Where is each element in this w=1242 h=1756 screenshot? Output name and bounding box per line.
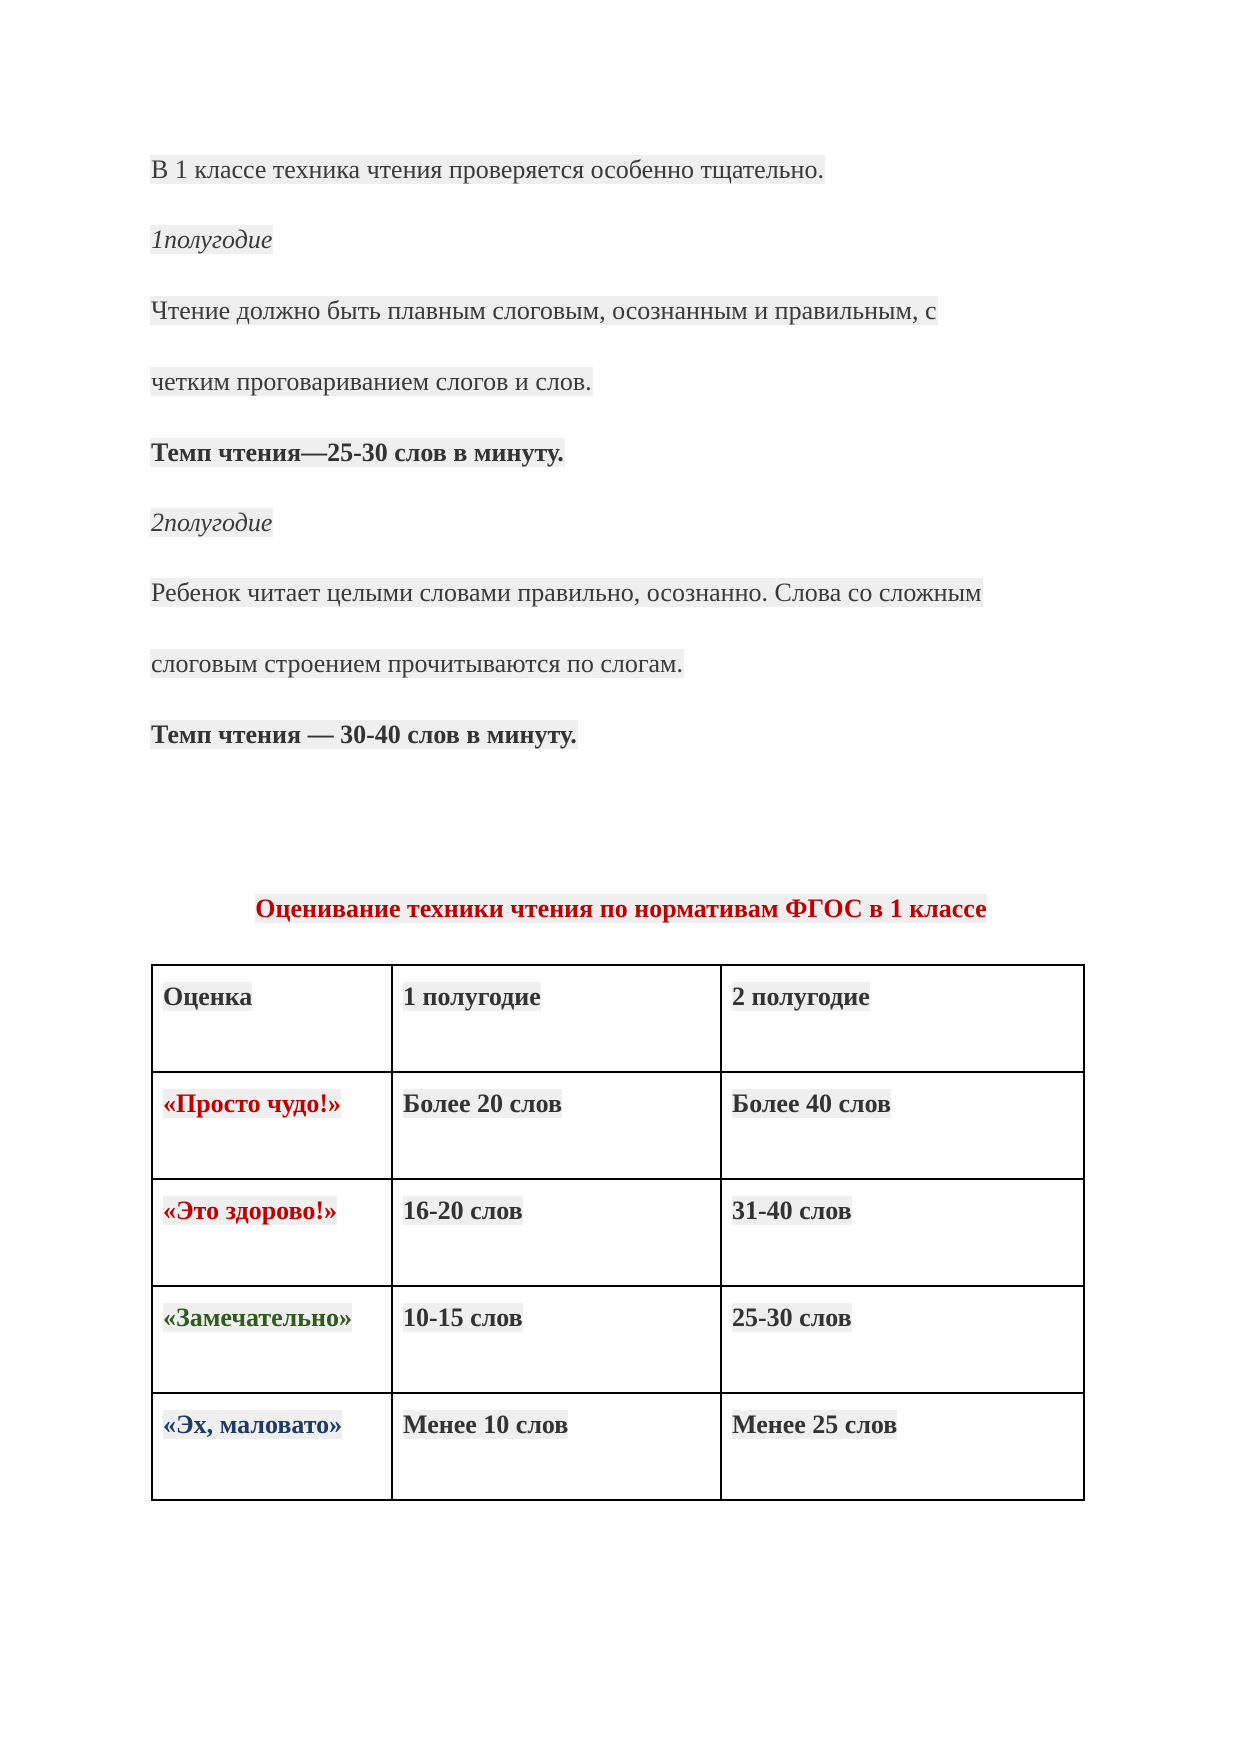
half1-tempo-text: Темп чтения—25-30 слов в минуту. <box>151 438 564 467</box>
half2-tempo-text: Темп чтения — 30-40 слов в минуту. <box>151 720 577 749</box>
half1-cell <box>392 1179 721 1286</box>
half1-heading <box>150 223 273 257</box>
header-cell-grade <box>152 965 392 1072</box>
intro-paragraph <box>150 153 825 187</box>
header-grade-text: Оценка <box>163 982 253 1011</box>
header-half1-text: 1 полугодие <box>403 982 541 1011</box>
grade-text: «Это здорово!» <box>163 1196 338 1225</box>
table-row <box>152 1286 1084 1393</box>
half1-tempo <box>150 436 565 470</box>
half2-cell <box>721 1393 1084 1500</box>
half2-cell <box>721 1072 1084 1179</box>
header-cell-half2 <box>721 965 1084 1072</box>
half1-text-line1-text: Чтение должно быть плавным слоговым, осознанным и правильным, с <box>151 296 937 325</box>
grade-cell <box>152 1072 392 1179</box>
half1-cell <box>392 1072 721 1179</box>
half2-text-line1 <box>150 576 983 610</box>
grade-text: «Замечательно» <box>163 1303 352 1332</box>
grade-cell <box>152 1393 392 1500</box>
half2-value: Более 40 слов <box>732 1089 892 1118</box>
half2-cell <box>721 1286 1084 1393</box>
grade-cell <box>152 1286 392 1393</box>
grade-text: «Просто чудо!» <box>163 1089 341 1118</box>
half1-text-line2-text: четким проговариванием слогов и слов. <box>151 367 592 396</box>
intro-text: В 1 классе техника чтения проверяется особенно тщательно. <box>151 155 824 184</box>
half2-text-line2 <box>150 647 684 681</box>
table-row <box>152 1179 1084 1286</box>
half2-heading <box>150 506 273 540</box>
half2-heading-text: 2полугодие <box>151 508 273 537</box>
half1-cell <box>392 1286 721 1393</box>
half1-value: 16-20 слов <box>403 1196 523 1225</box>
table-header-row <box>152 965 1084 1072</box>
half2-text-line2-text: слоговым строением прочитываются по слогам. <box>151 649 684 678</box>
grades-table <box>151 964 1085 1501</box>
table-title-text: Оценивание техники чтения по нормативам ФГОС в 1 классе <box>255 894 987 923</box>
grade-text: «Эх, маловато» <box>163 1410 343 1439</box>
half2-text-line1-text: Ребенок читает целыми словами правильно, осознанно. Слова со сложным <box>151 578 982 607</box>
half2-value: Менее 25 слов <box>732 1410 898 1439</box>
half1-heading-text: 1полугодие <box>151 225 273 254</box>
table-row <box>152 1393 1084 1500</box>
table-row <box>152 1072 1084 1179</box>
half2-value: 25-30 слов <box>732 1303 852 1332</box>
table-title <box>0 892 1242 926</box>
header-half2-text: 2 полугодие <box>732 982 870 1011</box>
half1-text-line2 <box>150 365 593 399</box>
half1-text-line1 <box>150 294 938 328</box>
half1-value: Менее 10 слов <box>403 1410 569 1439</box>
half1-value: Более 20 слов <box>403 1089 563 1118</box>
half1-cell <box>392 1393 721 1500</box>
grade-cell <box>152 1179 392 1286</box>
half1-value: 10-15 слов <box>403 1303 523 1332</box>
half2-cell <box>721 1179 1084 1286</box>
half2-tempo <box>150 718 578 752</box>
half2-value: 31-40 слов <box>732 1196 852 1225</box>
header-cell-half1 <box>392 965 721 1072</box>
